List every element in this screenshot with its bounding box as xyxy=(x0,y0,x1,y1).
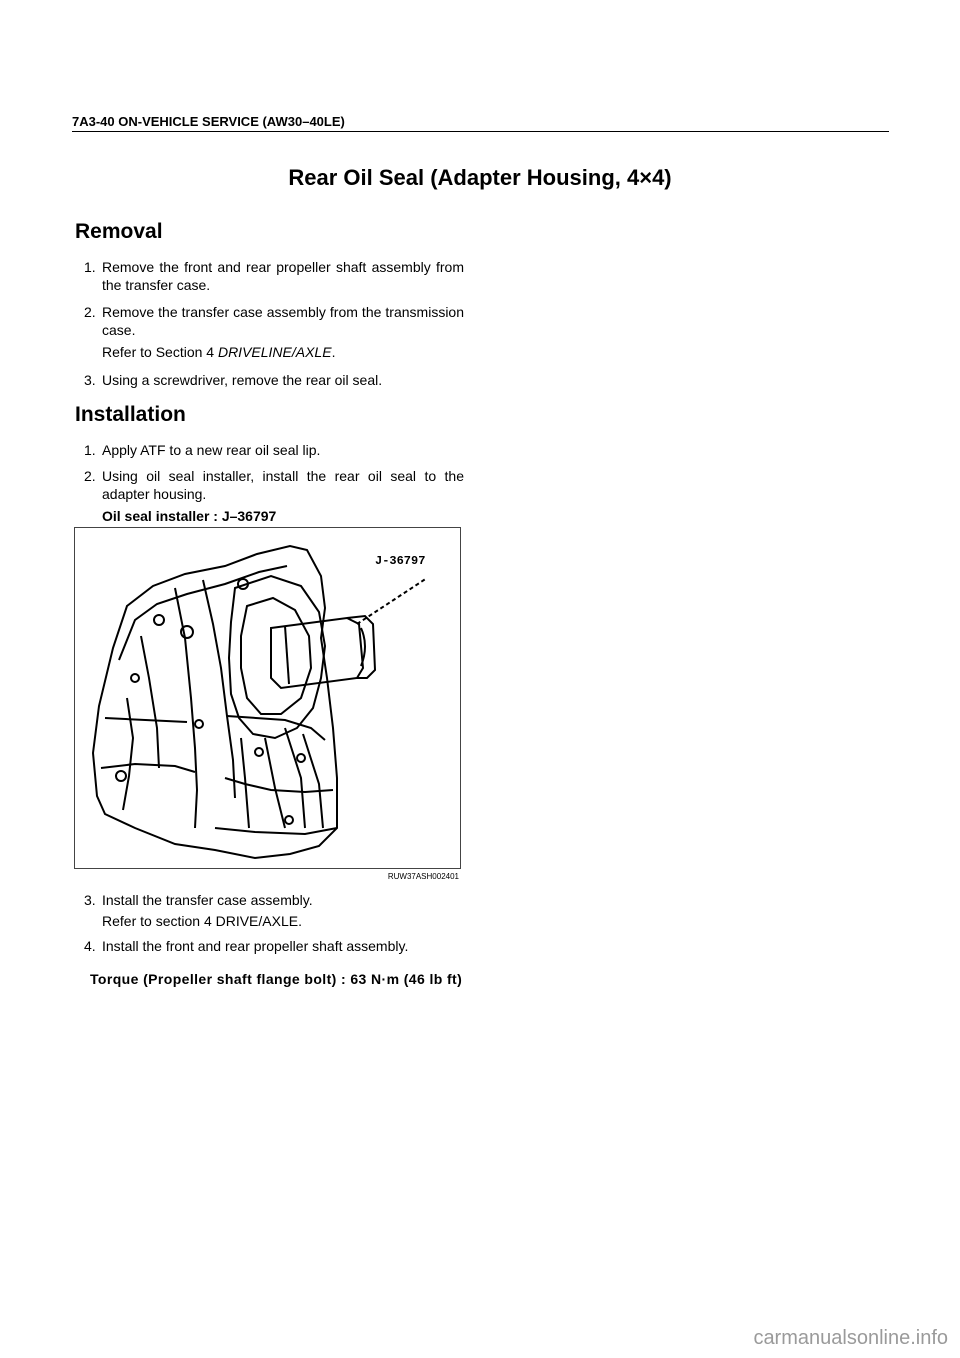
transfer-case-illustration xyxy=(75,528,460,868)
note-reference: DRIVELINE/AXLE xyxy=(217,344,332,360)
installation-step-1 xyxy=(84,441,464,459)
header-rule xyxy=(72,131,889,132)
step-text: Using oil seal installer, install the rear oil seal to the adapter housing. xyxy=(102,468,464,502)
page-header: 7A3-40 ON-VEHICLE SERVICE (AW30–40LE) xyxy=(72,114,345,129)
step-number: 3. xyxy=(84,372,96,388)
torque-spec: Torque (Propeller shaft flange bolt) : 63 N·m (46 lb ft) xyxy=(90,971,463,987)
step-text: Install the front and rear propeller shaft assembly. xyxy=(102,938,409,954)
watermark: carmanualsonline.info xyxy=(753,1327,948,1349)
tool-spec: Oil seal installer : J–36797 xyxy=(102,508,277,524)
step-number: 4. xyxy=(84,938,96,954)
installation-step-3 xyxy=(84,891,464,909)
installation-step-4 xyxy=(84,937,464,955)
installation-note: Refer to section 4 DRIVE/AXLE. xyxy=(102,913,302,929)
step-text: Install the transfer case assembly. xyxy=(102,892,313,908)
step-number: 2. xyxy=(84,304,96,320)
figure-box xyxy=(74,527,461,869)
note-suffix: . xyxy=(331,344,336,360)
step-text: Using a screwdriver, remove the rear oil seal. xyxy=(102,372,383,388)
step-text: Remove the transfer case assembly from the transmission case. xyxy=(102,304,464,338)
note-prefix: Refer to Section 4 xyxy=(102,344,218,360)
step-number: 1. xyxy=(84,259,96,275)
step-text: Apply ATF to a new rear oil seal lip. xyxy=(102,442,321,458)
removal-heading: Removal xyxy=(75,220,163,243)
step-number: 1. xyxy=(84,442,96,458)
installation-step-2 xyxy=(84,467,464,503)
removal-step-3 xyxy=(84,371,464,389)
step-number: 2. xyxy=(84,468,96,484)
removal-step-2 xyxy=(84,303,464,339)
figure-callout-label: J-36797 xyxy=(375,554,426,568)
figure-caption: RUW37ASH002401 xyxy=(387,872,459,881)
step-text: Remove the front and rear propeller shaft assembly from the transfer case. xyxy=(102,259,464,293)
removal-step-1 xyxy=(84,258,464,294)
installation-heading: Installation xyxy=(75,403,186,426)
step-number: 3. xyxy=(84,892,96,908)
removal-note xyxy=(102,344,335,360)
page-title: Rear Oil Seal (Adapter Housing, 4×4) xyxy=(288,165,672,190)
